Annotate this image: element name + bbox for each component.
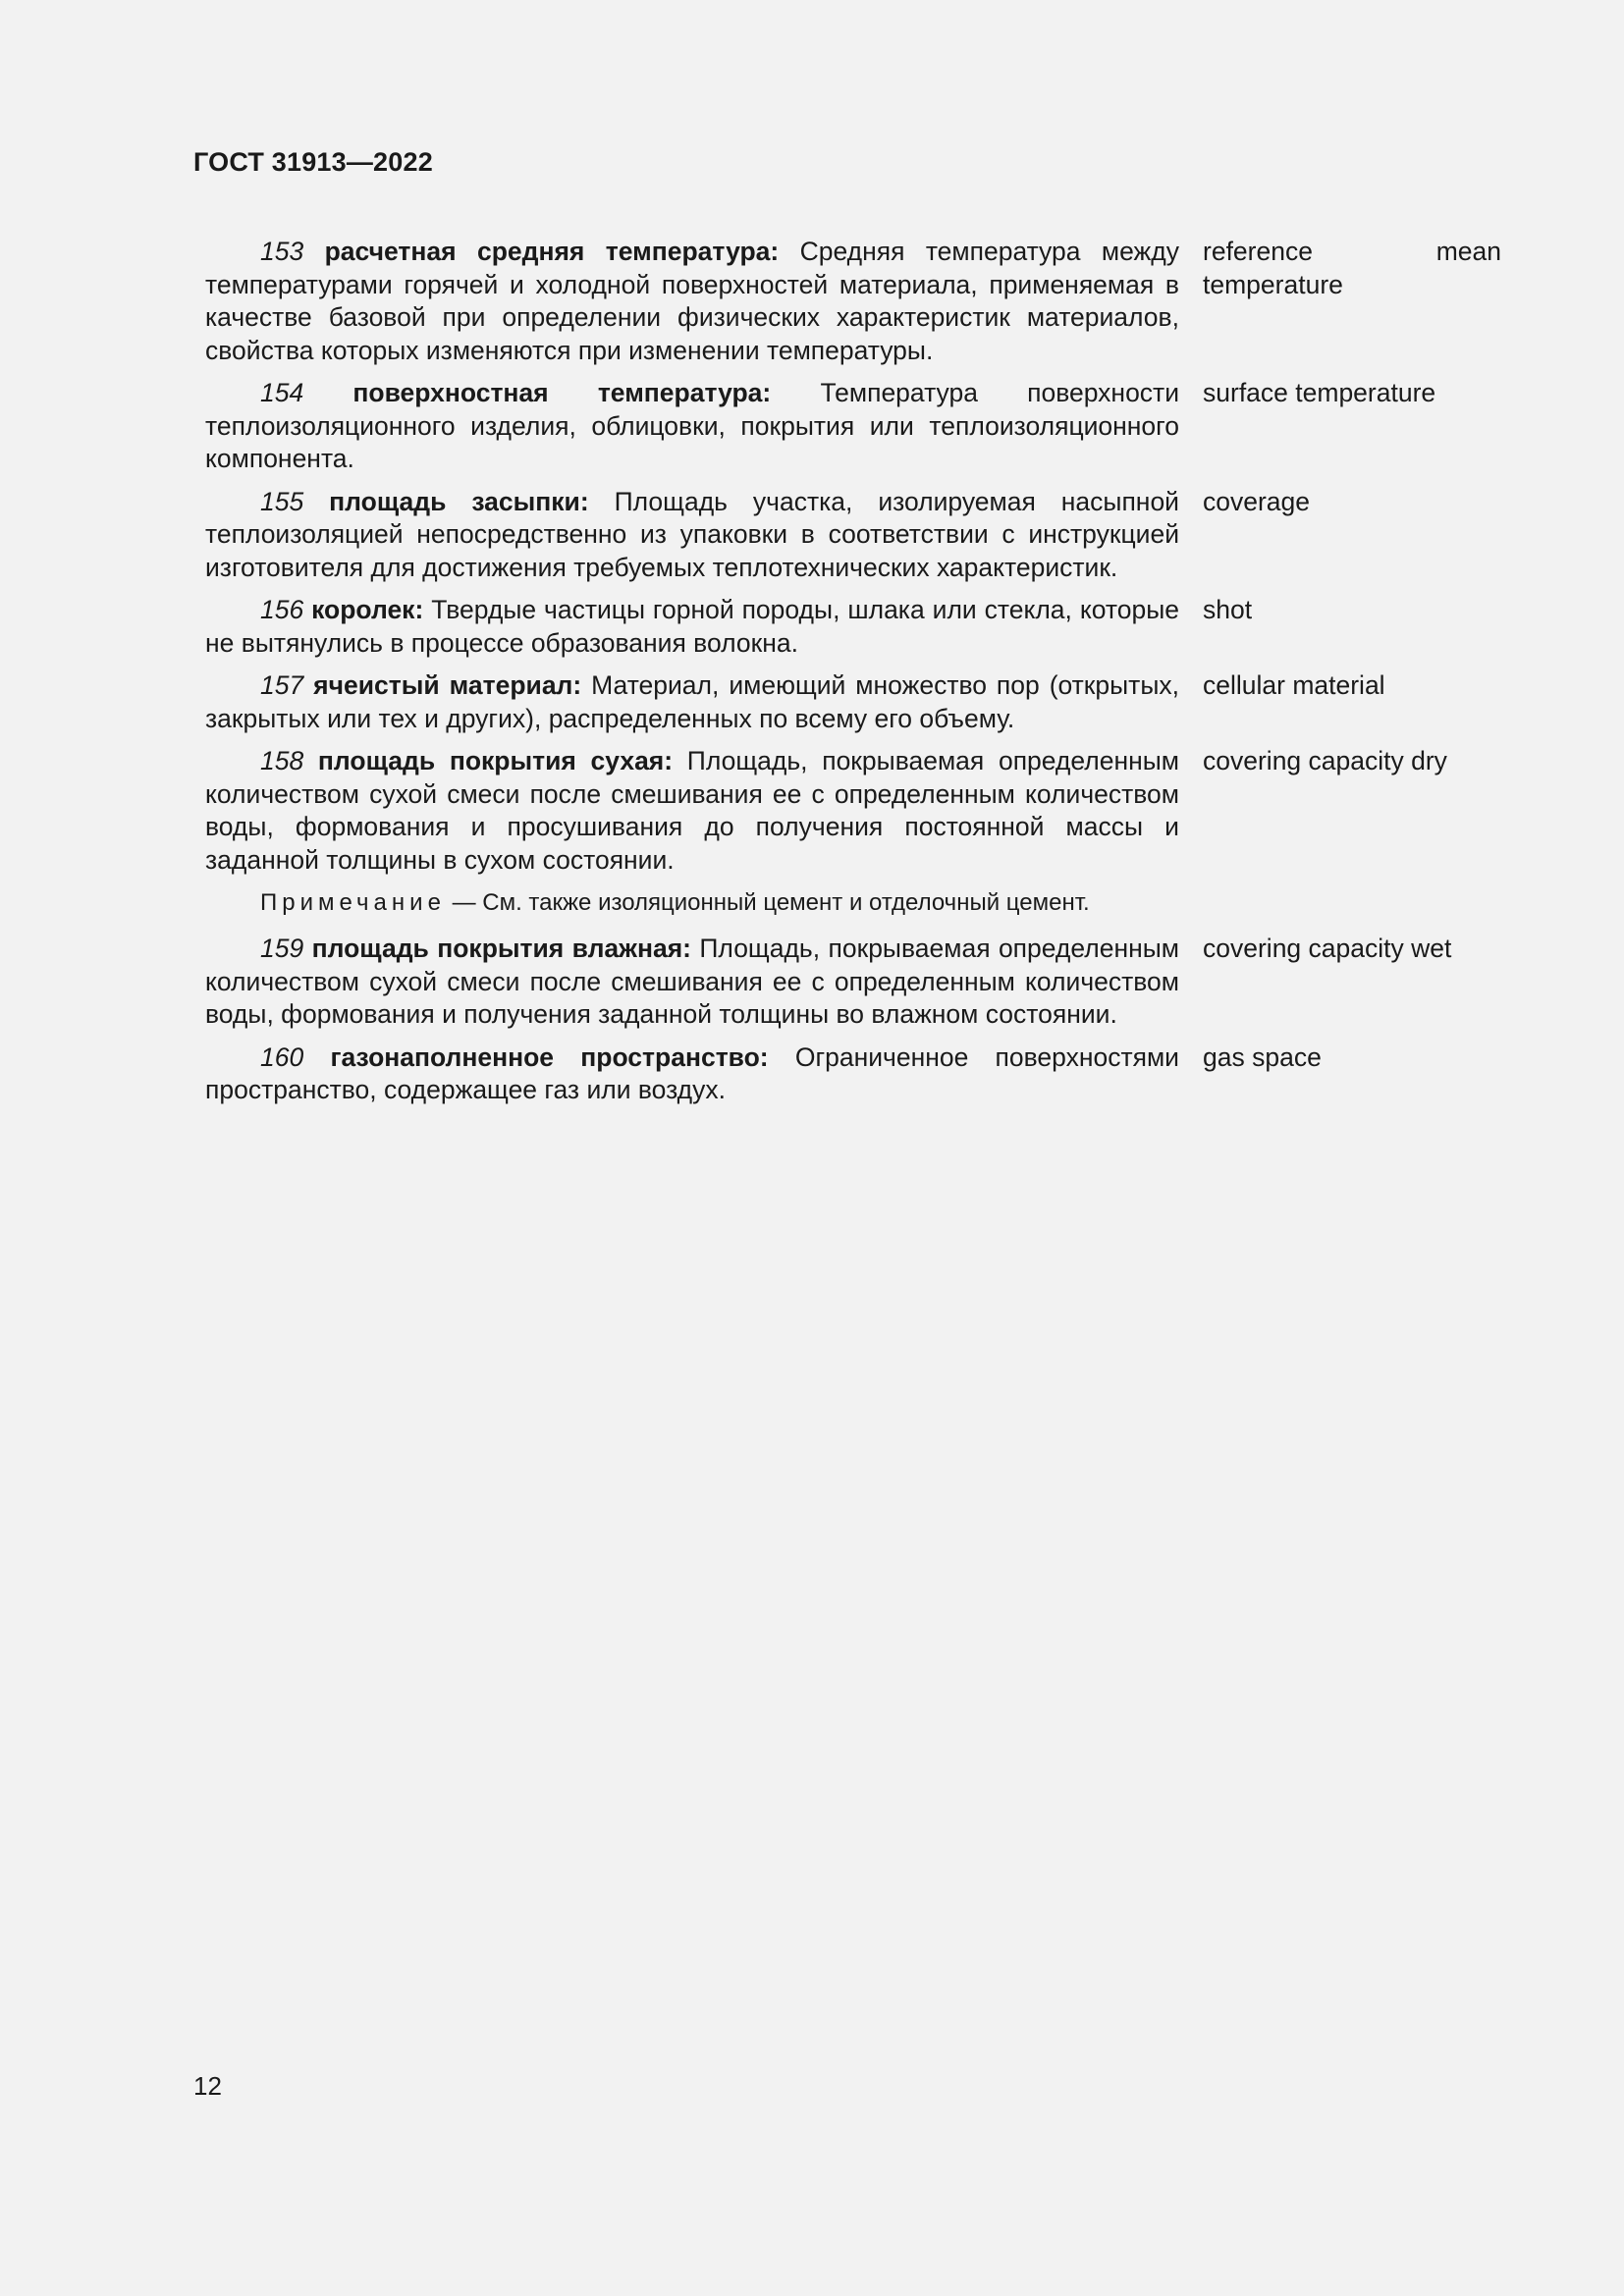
definition-text: Температура поверхности теплоизоляционного изделия, облицовки, покрытия или теплоизоляционного компонента. xyxy=(205,378,1179,473)
term-name: поверхностная температура: xyxy=(352,378,772,407)
definition-text: Площадь участка, изолируемая насыпной теплоизоляцией непосредственно из упаковки в соответствии с инструкцией изготовителя для достижения требуемых теплотехнических характеристик. xyxy=(205,486,1179,582)
note xyxy=(260,886,1501,919)
note-text: — См. также изоляционный цемент и отделочный цемент. xyxy=(445,889,1090,916)
term-number: 153 xyxy=(260,237,304,266)
english-term: surface temperature xyxy=(1203,378,1436,407)
english-term: coverage xyxy=(1203,486,1311,516)
term-entry-158 xyxy=(205,745,1501,877)
term-name: королек: xyxy=(311,595,424,624)
term-name: ячеистый материал: xyxy=(313,670,582,700)
term-entry-153 xyxy=(205,236,1501,367)
term-number: 159 xyxy=(260,934,304,963)
note-label: Примечание xyxy=(260,889,446,916)
english-term: cellular material xyxy=(1203,670,1385,700)
term-definition xyxy=(205,1041,1179,1107)
english-term: covering capacity wet xyxy=(1203,934,1452,963)
term-definition xyxy=(205,486,1179,585)
term-definition xyxy=(205,669,1179,735)
term-number: 155 xyxy=(260,486,304,516)
term-definition xyxy=(205,377,1179,476)
term-definition xyxy=(205,933,1179,1032)
term-entry-156 xyxy=(205,594,1501,660)
term-definition xyxy=(205,594,1179,660)
english-term: covering capacity dry xyxy=(1203,746,1447,775)
term-name: площадь засыпки: xyxy=(329,486,589,516)
definition-text: Материал, имеющий множество пор (открытых, закрытых или тех и других), распределенных по всему его объему. xyxy=(205,670,1179,733)
definition-text: Средняя температура между температурами горячей и холодной поверхностей материала, применяемая в качестве базовой при определении физических характеристик материалов, свойства которых изменяются при изменении температуры. xyxy=(205,237,1179,365)
term-entry-157 xyxy=(205,669,1501,735)
term-entry-160 xyxy=(205,1041,1501,1107)
term-entry-154 xyxy=(205,377,1501,476)
term-name: газонаполненное пространство: xyxy=(330,1041,769,1072)
definition-text: Площадь, покрываемая определенным количеством сухой смеси после смешивания ее с определенным количеством воды, формования и просушивания до получения постоянной массы и заданной толщины в сухом состоянии. xyxy=(205,746,1179,875)
term-number: 160 xyxy=(260,1041,304,1072)
term-definition xyxy=(205,745,1179,877)
term-number: 156 xyxy=(260,595,304,624)
term-name: расчетная средняя температура: xyxy=(324,237,780,266)
page-number: 12 xyxy=(193,2071,222,2101)
definition-text: Площадь, покрываемая определенным количеством сухой смеси после смешивания ее с определенным количеством воды, формования и получения заданной толщины во влажном состоянии. xyxy=(205,934,1179,1029)
term-number: 157 xyxy=(260,670,304,700)
term-entry-159 xyxy=(205,933,1501,1032)
term-definition xyxy=(205,236,1179,367)
term-name: площадь покрытия сухая: xyxy=(317,746,674,775)
term-entry-155 xyxy=(205,486,1501,585)
document-designation: ГОСТ 31913—2022 xyxy=(193,147,433,177)
english-term: shot xyxy=(1203,595,1253,624)
definition-text: Ограниченное поверхностями пространство, содержащее газ или воздух. xyxy=(205,1041,1179,1104)
definition-text: Твердые частицы горной породы, шлака или стекла, которые не вытянулись в процессе образования волокна. xyxy=(205,595,1179,658)
english-term: reference mean temperature xyxy=(1203,237,1501,299)
term-number: 158 xyxy=(260,746,304,775)
term-number: 154 xyxy=(260,378,304,407)
terms-list xyxy=(205,236,1501,1117)
term-name: площадь покрытия влажная: xyxy=(311,934,691,963)
english-term: gas space xyxy=(1203,1041,1322,1072)
